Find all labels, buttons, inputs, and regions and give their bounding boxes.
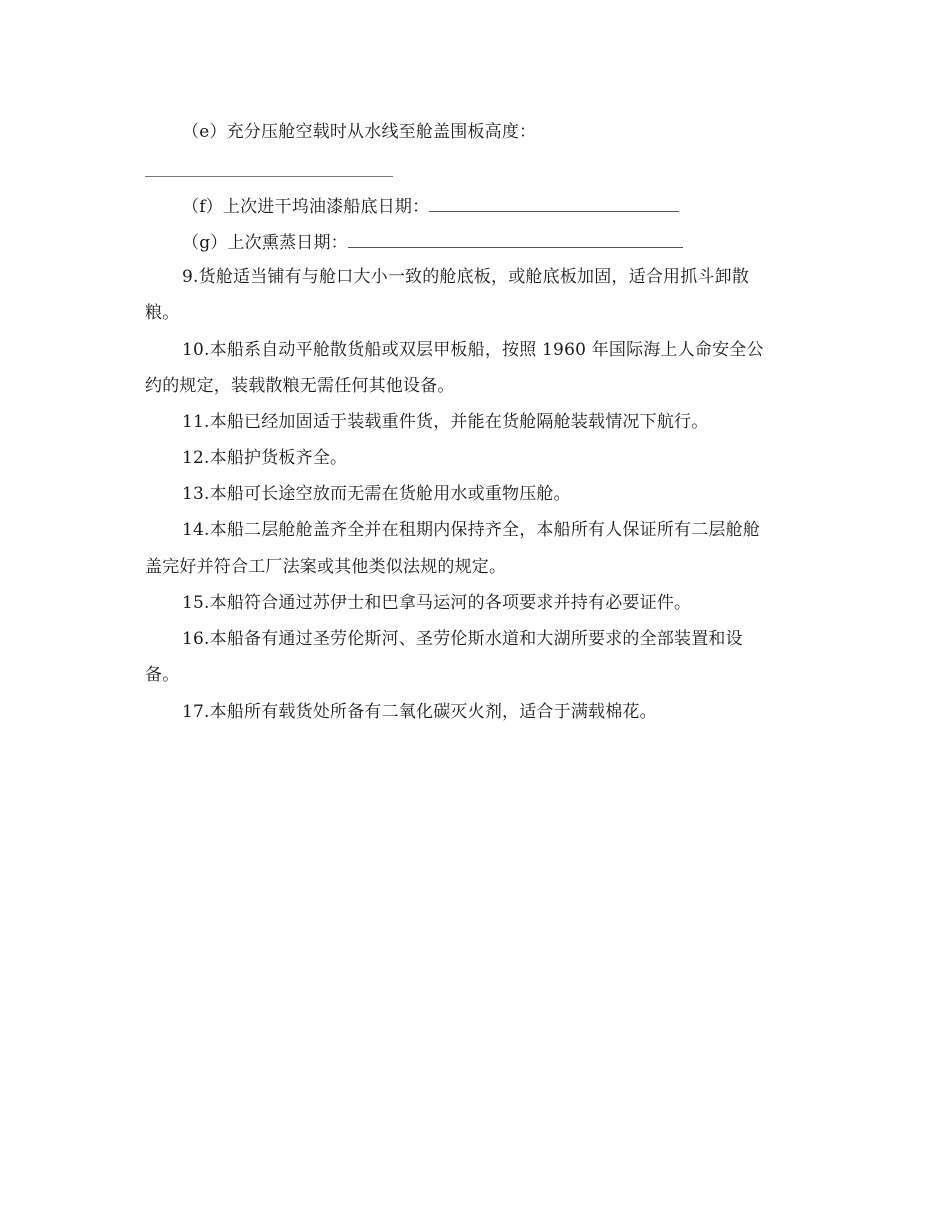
- field-e-blank-line: [145, 176, 393, 177]
- item-11: 11.本船已经加固适于装载重件货，并能在货舱隔舱装载情况下航行。: [182, 412, 709, 432]
- field-g-label: （g）上次熏蒸日期：: [182, 233, 348, 253]
- field-g-row: [182, 229, 683, 255]
- item-10-line-1: 10.本船系自动平舱散货船或双层甲板船，按照 1960 年国际海上人命安全公: [182, 340, 764, 360]
- item-14-line-2: 盖完好并符合工厂法案或其他类似法规的规定。: [145, 557, 507, 577]
- item-9-line-2: 粮。: [145, 303, 180, 323]
- item-16-line-1: 16.本船备有通过圣劳伦斯河、圣劳伦斯水道和大湖所要求的全部装置和设: [182, 629, 743, 649]
- item-17: 17.本船所有载货处所备有二氧化碳灭火剂，适合于满载棉花。: [182, 702, 657, 722]
- item-14-line-1: 14.本船二层舱舱盖齐全并在租期内保持齐全，本船所有人保证所有二层舱舱: [182, 520, 761, 540]
- item-15: 15.本船符合通过苏伊士和巴拿马运河的各项要求并持有必要证件。: [182, 593, 692, 613]
- field-f-blank-line: [429, 193, 679, 212]
- field-f-label: （f）上次进干坞油漆船底日期：: [182, 197, 430, 217]
- field-f-row: [182, 193, 679, 219]
- item-9-line-1: 9.货舱适当铺有与舱口大小一致的舱底板，或舱底板加固，适合用抓斗卸散: [182, 267, 750, 287]
- item-13: 13.本船可长途空放而无需在货舱用水或重物压舱。: [182, 484, 571, 504]
- field-e-label: （e）充分压舱空载时从水线至舱盖围板高度：: [182, 122, 537, 142]
- item-10-line-2: 约的规定，装载散粮无需任何其他设备。: [145, 376, 455, 396]
- item-16-line-2: 备。: [145, 665, 180, 685]
- field-g-blank-line: [348, 229, 683, 248]
- item-12: 12.本船护货板齐全。: [182, 448, 348, 468]
